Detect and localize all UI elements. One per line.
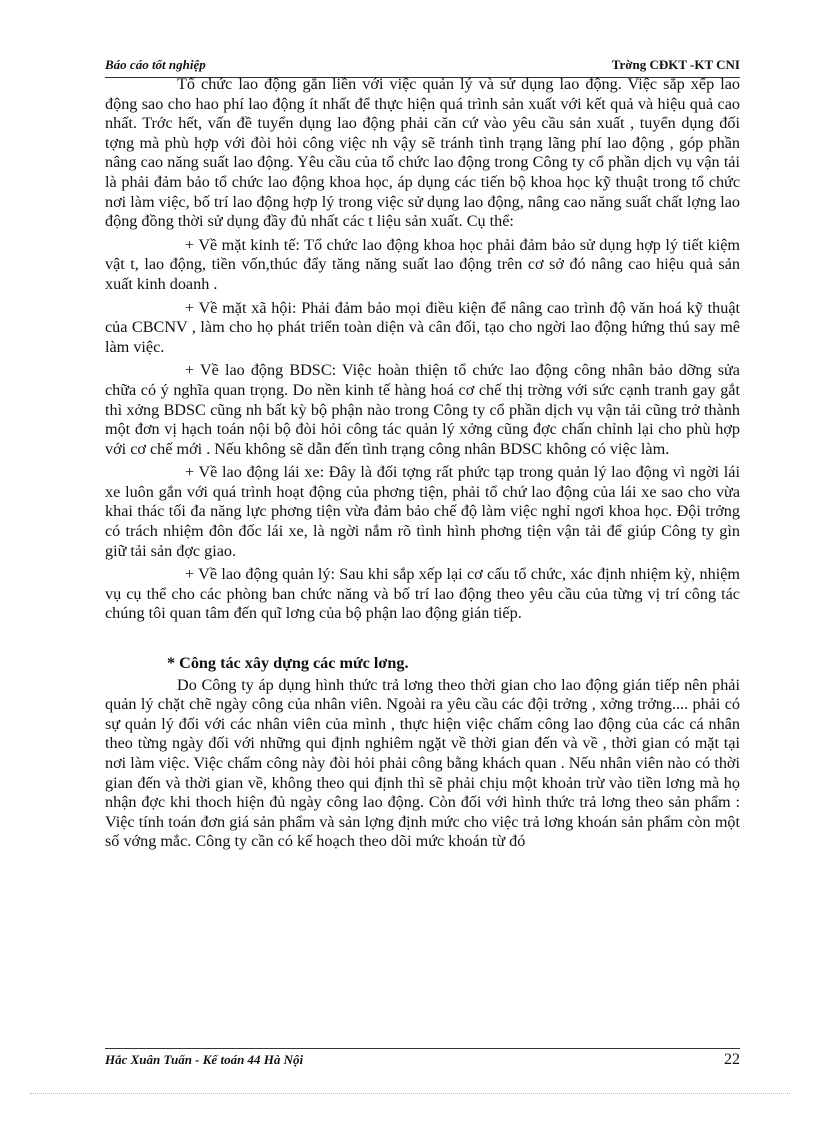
section-heading: * Công tác xây dựng các mức lơng. xyxy=(167,654,409,673)
page-footer xyxy=(105,1048,740,1071)
section-paragraph: Do Công ty áp dụng hình thức trả lơng theo thời gian cho lao động gián tiếp nên phải quản lý chặt chẽ ngày công của nhân viên. Ngoài ra yêu cầu các đội trởng , xởng trởng.... phải có sự quản lý đối với các nhân viên của mình , thực hiện việc chấm công lao động của các cá nhân theo từng ngày đối với những qui định nghiêm ngặt về thời gian đến và về , thời gian có mặt tại nơi làm việc. Việc chấm công này đòi hỏi phải công bằng khách quan . Nếu nhân viên nào có thời gian đến và thời gian về, không theo qui định thì sẽ phải chịu một khoản trừ vào tiền lơng mà họ nhận đợc khi thoch hiện đủ ngày công lao động. Còn đối với hình thức trả lơng theo sản phẩm : Việc tính toán đơn giá sản phẩm và sản lợng định mức cho việc trả lơng khoán sản phẩm còn một số vớng mắc. Công ty cần có kế hoạch theo dõi mức khoán từ đó xyxy=(105,675,740,851)
school-name: Trờng CĐKT -KT CNI xyxy=(611,57,740,72)
paragraph-driver: + Về lao động lái xe: Đây là đối tợng rất phức tạp trong quản lý lao động vì ngời lái xe luôn gắn với quá trình hoạt động của phơng tiện, phải tổ chứ lao động của lái xe sao cho vừa khai thác tối đa năng lực phơng tiện vừa đảm bảo chế độ làm việc nghỉ ngơi khoa học. Đội trởng có trách nhiệm đôn đốc lái xe, là ngời nắm rõ tình hình phơng tiện vận tải để giúp Công ty gìn giữ tải sản đợc giao. xyxy=(105,463,740,560)
page-number: 22 xyxy=(724,1051,740,1068)
author-line: Hắc Xuân Tuấn - Kế toán 44 Hà Nội xyxy=(105,1052,304,1067)
paragraph-intro: Tổ chức lao động gắn liền với việc quản lý và sử dụng lao động. Việc sắp xếp lao động sao cho hao phí lao động ít nhất để thực hiện quá trình sản xuất với kết quả và hiệu quả cao nhất. Trớc hết, vấn đề tuyển dụng lao động phải căn cứ vào yêu cầu sản xuất , tuyển dụng đối tợng mà phù hợp với đòi hỏi công việc nh vậy sẽ tránh tình trạng lãng phí lao động , góp phần nâng cao năng suất lao động. Yêu cầu của tổ chức lao động trong Công ty cổ phần dịch vụ vận tải là phải đảm bảo tổ chức lao động khoa học, áp dụng các tiến bộ khoa học kỹ thuật trong tổ chức nơi làm việc, bố trí lao động hợp lý trong việc sử dụng lao động, nâng cao năng suất chất lợng lao động đồng thời sử dụng đầy đủ nhất các t liệu sản xuất. Cụ thể: xyxy=(105,75,740,231)
report-title: Báo cáo tốt nghiệp xyxy=(105,57,206,72)
document-body xyxy=(105,75,740,856)
paragraph-management: + Về lao động quản lý: Sau khi sắp xếp lại cơ cấu tổ chức, xác định nhiệm kỳ, nhiệm vụ cụ thể cho các phòng ban chức năng và bố trí lao động theo yêu cầu của từng vị trí công tác chúng tôi quan tâm đến quĩ lơng của bộ phận lao động gián tiếp. xyxy=(105,565,740,623)
paragraph-social: + Về mặt xã hội: Phải đảm bảo mọi điều kiện để nâng cao trình độ văn hoá kỹ thuật của CBCNV , làm cho họ phát triển toàn diện và cân đối, tạo cho ngời lao động hứng thú say mê làm việc. xyxy=(105,298,740,356)
bottom-dotted-divider xyxy=(30,1093,790,1094)
paragraph-bdsc: + Về lao động BDSC: Việc hoàn thiện tổ chức lao động công nhân bảo dỡng sửa chữa có ý nghĩa quan trọng. Do nền kinh tế hàng hoá cơ chế thị trờng với sức cạnh tranh gay gắt thì xởng BDSC cũng nh bất kỳ bộ phận nào trong Công ty cổ phần dịch vụ vận tải cũng trở thành một đơn vị hạch toán nội bộ đòi hỏi công tác quản lý xởng cũng đợc chấn chỉnh lại cho phù hợp với cơ chế mới . Nếu không sẽ dẫn đến tình trạng công nhân BDSC không có việc làm. xyxy=(105,361,740,458)
paragraph-economic: + Về mặt kinh tế: Tổ chức lao động khoa học phải đảm bảo sử dụng hợp lý tiết kiệm vật t, lao động, tiền vốn,thúc đẩy tăng năng suất lao động trên cơ sở đó nâng cao hiệu quả sản xuất kinh doanh . xyxy=(105,235,740,293)
